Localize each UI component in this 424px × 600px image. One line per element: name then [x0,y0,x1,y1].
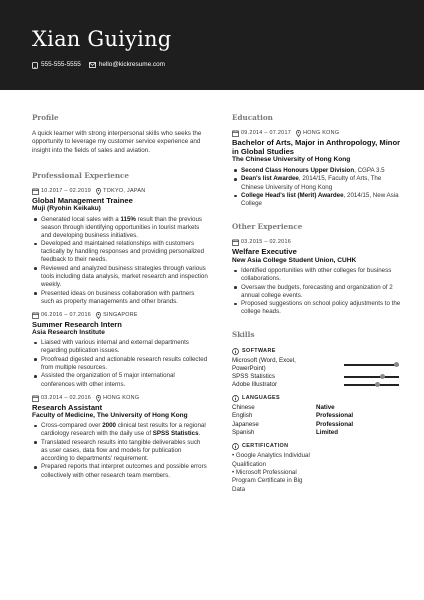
phone-text: 555-555-5555 [41,61,81,68]
language-name: Chinese [232,403,255,411]
contact-row [32,61,173,69]
job-title: Research Assistant [32,402,103,412]
education-title: Education [232,113,273,122]
job-location [96,395,139,402]
language-level: Native [316,403,335,411]
calendar-icon [32,312,39,319]
skills-title: Skills [232,330,255,340]
other-entry [232,239,402,316]
certification-item: • Google Analytics Individual Qualification [232,452,310,468]
profile-title: Profile [32,113,59,122]
job-bullet: Cross-compared over 2000 clinical test results for a regional cardiology research with the daily use of SPSS Statistics. [32,422,208,438]
software-row [232,373,402,381]
email-contact[interactable] [89,61,165,69]
job-dates: 03.2014 – 02.2016 [41,394,92,401]
job-title: Global Management Trainee [32,195,133,205]
other-experience-title: Other Experience [232,222,303,232]
job-dates: 10.2017 – 02.2019 [41,188,92,194]
job-location [96,312,138,319]
resume-header [0,0,424,90]
job-entry [32,395,208,480]
info-icon [232,443,239,450]
phone-icon [32,62,38,69]
language-level: Professional [316,420,354,428]
education-location-text: HONG KONG [303,130,340,137]
language-name: Spanish [232,428,255,436]
phone-contact[interactable] [32,61,81,69]
job-bullet: Proofread digested and actionable research results collected from multiple resources. [32,356,208,372]
job-bullet: Reviewed and analyzed business strategies through various tools including data analysis, market research and inspection weekly. [32,265,208,289]
education-bullet: Dean's list Awardee, 2014/15, Faculty of Arts, The Chinese University of Hong Kong [232,175,402,191]
location-pin-icon [96,395,101,402]
job-bullet: Developed and maintained relationships with customers tactically by handling responses and providing personalized feedback to their needs. [32,240,208,264]
language-level: Professional [316,412,354,420]
job-meta [32,312,208,319]
email-text: hello@kickresume.com [98,61,165,68]
info-icon [232,395,239,402]
other-bullet: Identified opportunities with other colleges for business collaborations. [232,267,402,283]
degree-title: Bachelor of Arts, Major in Anthropology, Minor in Global Studies [232,138,401,157]
language-row [232,404,402,412]
job-bullet: Presented ideas on business collaboration with partners such as property managements and other brands. [32,290,208,306]
job-bullet: Assisted the organization of 5 major international conferences with other interns. [32,372,208,388]
certification-heading: CERTIFICATION [232,443,402,450]
email-icon [89,62,96,68]
certification-item: • Microsoft Professional Program Certificate in Big Data [232,468,303,493]
left-column [32,113,208,486]
skill-level-bar [344,376,399,378]
software-row [232,381,402,389]
other-org: New Asia College Student Union, CUHK [232,256,357,264]
job-entry [32,312,208,389]
education-meta [232,130,402,137]
education-entry [232,130,402,208]
other-meta [232,239,402,246]
job-location-text: SINGAPORE [103,311,138,318]
software-name: Microsoft (Word, Excel, PowerPoint) [232,356,296,372]
job-bullets [32,216,208,306]
location-pin-icon [296,130,301,137]
software-list [232,357,402,389]
other-bullets [232,267,402,316]
job-org: Asia Research Institute [32,328,105,336]
skill-level-bar [344,384,399,386]
job-location-text: HONG KONG [103,394,140,401]
calendar-icon [232,239,239,246]
job-title: Summer Research Intern [32,319,122,329]
language-level: Limited [316,428,339,436]
other-bullet: Oversaw the budgets, forecasting and organization of 2 annual college events. [232,284,402,300]
location-pin-icon [96,312,101,319]
job-dates: 06.2016 – 07.2016 [41,311,92,318]
language-row [232,429,402,437]
school-name: The Chinese University of Hong Kong [232,156,351,164]
education-bullet: College Head's list (Merit) Awardee, 2014/15, New Asia College [232,192,402,208]
calendar-icon [32,395,39,402]
language-row [232,421,402,429]
other-role: Welfare Executive [232,247,297,257]
software-name: Adobe Illustrator [232,380,278,388]
job-bullets [32,339,208,388]
job-org: Faculty of Medicine, The University of Hong Kong [32,411,188,419]
job-bullets [32,422,208,479]
right-column [232,113,402,494]
other-dates: 03.2015 – 02.2016 [241,239,292,246]
software-name: SPSS Statistics [232,372,275,380]
skill-level-knob [375,382,380,387]
software-row [232,357,402,373]
job-bullet: Generated local sales with a 115% result than the previous season through identifying opportunities in tourist markets and developing business initiatives. [32,216,208,240]
job-location [96,188,145,195]
other-bullet: Proposed suggestions on school policy adjustments to the college heads. [232,300,402,316]
education-bullet: Second Class Honours Upper Division, CGPA 3.5 [232,167,402,175]
info-icon [232,348,239,355]
languages-list [232,404,402,437]
languages-heading: LANGUAGES [232,395,402,402]
candidate-name: Xian Guiying [32,27,172,51]
education-bullets [232,167,402,208]
job-meta [32,188,208,195]
job-bullet: Liaised with various internal and external departments regarding publication issues. [32,339,208,355]
calendar-icon [232,130,239,137]
location-pin-icon [96,188,101,195]
experience-title: Professional Experience [32,170,130,180]
certification-list [232,452,316,494]
job-meta [32,395,208,402]
language-row [232,412,402,420]
profile-summary: A quick learner with strong interpersonal skills who seeks the opportunity to leverage my customer service experience and insight into the fields of sales and aviation. [32,130,202,154]
job-org: Muji (Ryohin Keikaku) [32,205,101,213]
software-heading: SOFTWARE [232,348,402,355]
education-dates: 09.2014 – 07.2017 [241,130,292,137]
calendar-icon [32,188,39,195]
skill-level-knob [394,362,399,367]
job-bullet: Translated research results into tangible deliverables such as user cases, data flow and models for publication according to departments' requirement. [32,439,208,463]
education-location [296,130,339,137]
job-entry [32,188,208,306]
language-name: English [232,412,253,420]
skill-level-knob [380,374,385,379]
skill-level-bar [344,364,399,366]
job-bullet: Prepared reports that interpret outcomes and possible errors collectively with other research team members. [32,463,208,479]
language-name: Japanese [232,420,259,428]
job-location-text: TOKYO, JAPAN [103,188,146,194]
